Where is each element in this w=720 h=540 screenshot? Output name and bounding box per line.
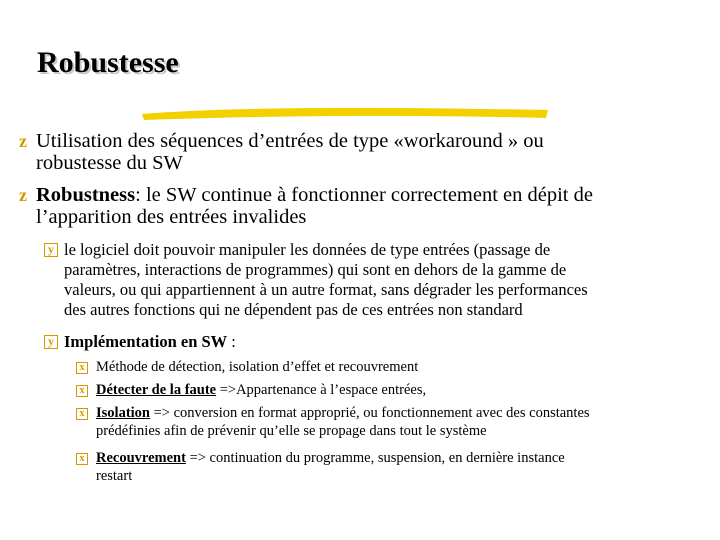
bullet-text: Détecter de la faute =>Appartenance à l’espace entrées, [96,382,427,398]
bullet-text: Méthode de détection, isolation d’effet et recouvrement [96,359,419,375]
bullet-workaround [14,130,714,174]
bullet-recouvrement [76,450,716,485]
bullet-detecter [76,382,716,400]
z-bullet-icon: z [19,185,27,205]
x-bullet-icon: x [76,453,88,465]
z-bullet-icon: z [19,131,27,151]
x-bullet-icon: x [76,408,88,420]
bullet-implementation [44,332,714,352]
bullet-methode [76,359,716,377]
x-bullet-icon: x [76,362,88,374]
bullet-text: Implémentation en SW : [64,332,236,351]
bullet-text: Recouvrement => continuation du programme, suspension, en dernière instance restart [96,450,565,484]
x-bullet-icon: x [76,385,88,397]
bullet-text: Robustness: le SW continue à fonctionner correctement en dépit de l’apparition des entrées invalides [36,184,593,228]
bullet-robustness [14,184,714,228]
y-bullet-icon: y [44,335,58,349]
bullet-text: Isolation => conversion en format approprié, ou fonctionnement avec des constantes prédéfinies afin de prévenir qu’elle se propage dans tout le système [96,405,590,439]
bullet-isolation [76,405,716,440]
bullet-text: Utilisation des séquences d’entrées de type «workaround » ou robustesse du SW [36,130,544,174]
slide-title: Robustesse [37,46,179,79]
bullet-text: le logiciel doit pouvoir manipuler les données de type entrées (passage de paramètres, interactions de programmes) qui sont en dehors de la gamme de valeurs, ou qui appartiennent à un autre format, sans dégrader les performances des autres fonctions qui ne dépendent pas de ces entrées non standard [64,240,588,319]
bullet-logiciel [44,240,714,320]
title-underline-decoration [140,104,550,122]
y-bullet-icon: y [44,243,58,257]
